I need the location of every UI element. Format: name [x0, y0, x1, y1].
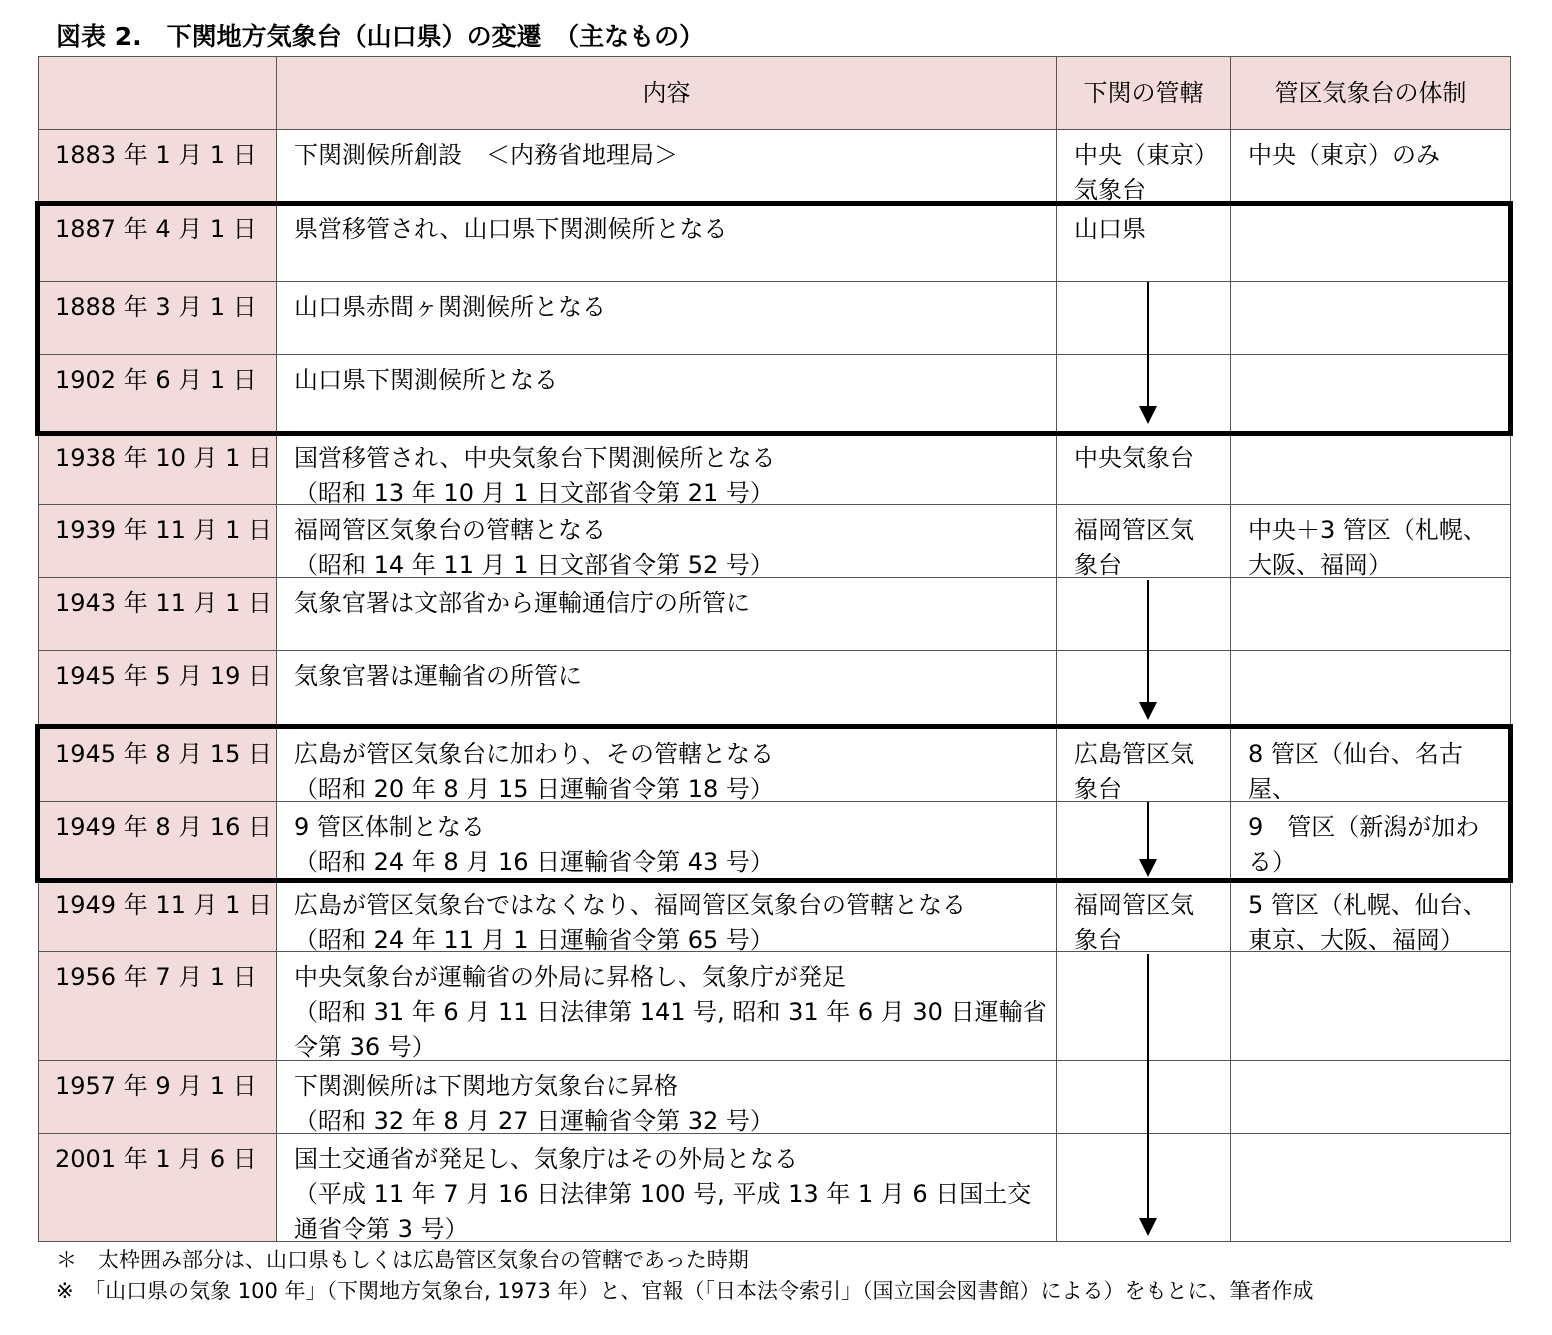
row-jurisdiction: 広島管区気 象台: [1057, 729, 1231, 802]
continuation-arrow-icon: [1142, 802, 1154, 877]
header-content: 内容: [277, 56, 1057, 130]
row-date: 1945 年 8 月 15 日: [38, 729, 277, 802]
row-system: 中央（東京）のみ: [1231, 130, 1511, 204]
history-table: [38, 56, 1511, 1242]
row-system: [1231, 952, 1511, 1061]
row-content: 国土交通省が発足し、気象庁はその外局となる （平成 11 年 7 月 16 日法律第 100 号, 平成 13 年 1 月 6 日国土交 通省令第 3 号）: [277, 1134, 1057, 1242]
row-date: 1956 年 7 月 1 日: [38, 952, 277, 1061]
row-jurisdiction: 福岡管区気 象台: [1057, 505, 1231, 578]
row-system: [1231, 433, 1511, 505]
row-content: 国営移管され、中央気象台下関測候所となる （昭和 13 年 10 月 1 日文部省令第 21 号）: [277, 433, 1057, 505]
row-system: 9 管区（新潟が加わ る）: [1231, 802, 1511, 880]
continuation-arrow-icon: [1142, 282, 1154, 424]
row-date: 1943 年 11 月 1 日: [38, 578, 277, 651]
row-content: 山口県赤間ヶ関測候所となる: [277, 282, 1057, 355]
row-content: 下関測候所創設 ＜内務省地理局＞: [277, 130, 1057, 204]
row-content: 広島が管区気象台ではなくなり、福岡管区気象台の管轄となる （昭和 24 年 11 月 1 日運輸省令第 65 号）: [277, 880, 1057, 952]
row-system: [1231, 1134, 1511, 1242]
continuation-arrow-icon: [1142, 954, 1154, 1236]
continuation-arrow-icon: [1142, 580, 1154, 720]
row-jurisdiction: 中央（東京） 気象台: [1057, 130, 1231, 204]
row-jurisdiction: 中央気象台: [1057, 433, 1231, 505]
footnote-frame-explanation: ＊ 太枠囲み部分は、山口県もしくは広島管区気象台の管轄であった時期: [56, 1248, 749, 1272]
row-system: [1231, 1061, 1511, 1134]
row-system: 5 管区（札幌、仙台、 東京、大阪、福岡）: [1231, 880, 1511, 952]
row-system: 8 管区（仙台、名古屋、: [1231, 729, 1511, 802]
row-content: 9 管区体制となる （昭和 24 年 8 月 16 日運輸省令第 43 号）: [277, 802, 1057, 880]
row-system: [1231, 578, 1511, 651]
row-content: 山口県下関測候所となる: [277, 355, 1057, 433]
row-date: 1949 年 11 月 1 日: [38, 880, 277, 952]
row-system: [1231, 651, 1511, 729]
header-system: 管区気象台の体制: [1231, 56, 1511, 130]
footnote-source: ※ 「山口県の気象 100 年」（下関地方気象台, 1973 年）と、官報（「日本法令索引」（国立国会図書館）による）をもとに、筆者作成: [56, 1279, 1314, 1303]
header-date: [38, 56, 277, 130]
row-system: 中央＋3 管区（札幌、 大阪、福岡）: [1231, 505, 1511, 578]
row-system: [1231, 355, 1511, 433]
row-content: 気象官署は運輸省の所管に: [277, 651, 1057, 729]
row-date: 1883 年 1 月 1 日: [38, 130, 277, 204]
row-date: 1939 年 11 月 1 日: [38, 505, 277, 578]
row-date: 1945 年 5 月 19 日: [38, 651, 277, 729]
row-system: [1231, 282, 1511, 355]
row-content: 下関測候所は下関地方気象台に昇格 （昭和 32 年 8 月 27 日運輸省令第 32 号）: [277, 1061, 1057, 1134]
row-system: [1231, 204, 1511, 282]
row-date: 1949 年 8 月 16 日: [38, 802, 277, 880]
figure-title: 図表 2. 下関地方気象台（山口県）の変遷 （主なもの）: [56, 22, 705, 51]
header-jurisdiction: 下関の管轄: [1057, 56, 1231, 130]
row-date: 1938 年 10 月 1 日: [38, 433, 277, 505]
row-date: 1902 年 6 月 1 日: [38, 355, 277, 433]
row-jurisdiction: 福岡管区気 象台: [1057, 880, 1231, 952]
row-content: 福岡管区気象台の管轄となる （昭和 14 年 11 月 1 日文部省令第 52 号）: [277, 505, 1057, 578]
row-content: 広島が管区気象台に加わり、その管轄となる （昭和 20 年 8 月 15 日運輸省令第 18 号）: [277, 729, 1057, 802]
row-content: 県営移管され、山口県下関測候所となる: [277, 204, 1057, 282]
row-date: 1957 年 9 月 1 日: [38, 1061, 277, 1134]
row-date: 1887 年 4 月 1 日: [38, 204, 277, 282]
row-content: 中央気象台が運輸省の外局に昇格し、気象庁が発足 （昭和 31 年 6 月 11 日法律第 141 号, 昭和 31 年 6 月 30 日運輸省 令第 36 号）: [277, 952, 1057, 1061]
row-jurisdiction: 山口県: [1057, 204, 1231, 282]
row-date: 2001 年 1 月 6 日: [38, 1134, 277, 1242]
row-date: 1888 年 3 月 1 日: [38, 282, 277, 355]
row-content: 気象官署は文部省から運輸通信庁の所管に: [277, 578, 1057, 651]
